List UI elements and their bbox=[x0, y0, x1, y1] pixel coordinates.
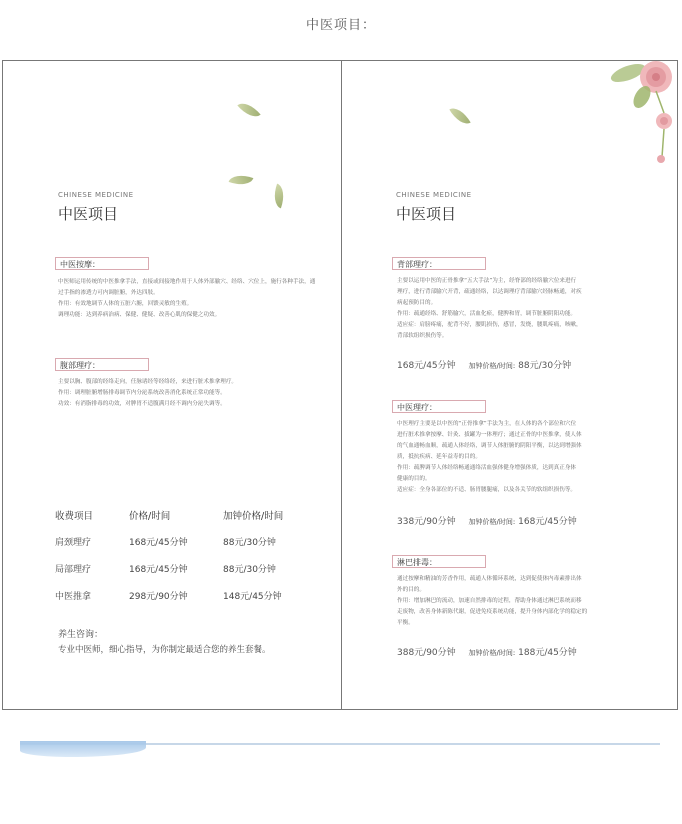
fee-table-header bbox=[55, 501, 313, 528]
leaf-decoration bbox=[449, 103, 470, 128]
leaf-decoration bbox=[270, 184, 289, 209]
fee-cell: 298元/90分钟 bbox=[129, 592, 188, 602]
price-value: 338元/90分钟 bbox=[397, 517, 456, 527]
price-back bbox=[397, 358, 571, 371]
english-subtitle: CHINESE MEDICINE bbox=[396, 191, 472, 199]
section-page-title: 中医项目 bbox=[396, 205, 457, 223]
fee-header: 收费项目 bbox=[55, 510, 94, 522]
price-tcm bbox=[397, 514, 577, 527]
section-text-tcm: 中医理疗主要是以中医的“正骨推拿”手法为主，在人体的各个部位和穴位 进行脏术推拿按摩、针灸、拔罐为一体理疗；通过正骨的中医推拿，使人体 的气血通畅血顺，疏通人体经络，调节人体脏腑的阴阳平衡，以达到增强体 质，抵抗疾病、延年益寿的目的。 作用：疏脾调节人体经络畅通通络活血强体健身增强体质，达到真正身体 健康的目的。 适应症：全身各部位的不适、肠胃腰腿痛，以及各关节的软组织损伤等。 bbox=[397, 421, 582, 493]
fee-row bbox=[55, 555, 313, 582]
fee-row bbox=[55, 528, 313, 555]
section-label-abdomen: 腹部理疗： bbox=[55, 358, 149, 371]
right-page bbox=[342, 61, 678, 709]
fee-cell: 中医推拿 bbox=[55, 592, 92, 602]
section-label-massage: 中医按摩： bbox=[55, 257, 149, 270]
section-text-back: 主要以运用中医的正骨推拿“五大手法”为主，经脊部的经络腧穴位来进行 理疗，进行背部腧穴开背，疏通经络，以达调理疗背部腧穴经脉畅通，对疾 病起预防目的。 作用：疏通经络、舒筋腧穴，活血化瘀，健脾和胃，调节脏腑阴阳功能。 适应症：肩膀疼痛，驼背不好，腰肌损伤，感冒，发烧，腰肌疼痛，咳嗽， 背部软组织损伤等。 bbox=[397, 278, 582, 339]
section-text-lymph: 通过按摩和精油的芳香作用，疏通人体循环系统，达到促使体内毒素排出体 外的目的。 作用：增加淋巴的流动，加速自然排毒的过程，帮助身体通过淋巴系统而移 走废物，改善身体新陈代谢，促进免疫系统功能，提升身体内部化学的稳定的 平衡。 bbox=[397, 576, 588, 626]
fee-row bbox=[55, 582, 313, 609]
price-value: 168元/45分钟 bbox=[397, 361, 456, 371]
advice-text: 专业中医师，细心指导，为你制定最适合您的养生套餐。 bbox=[58, 645, 271, 655]
price-value: 388元/90分钟 bbox=[397, 648, 456, 658]
add-price-label: 加钟价格/时间: bbox=[468, 362, 516, 370]
fee-header: 价格/时间 bbox=[129, 510, 171, 522]
add-price-value: 188元/45分钟 bbox=[518, 648, 577, 658]
section-text-massage: 中医师运用传统的中医推拿手法，直接或间接地作用于人体外部腧穴、经络、穴位上，施行各种手法，通过手指的渗透力可内调脏腑，外达四肢。 作用：有效地调节人体的五脏六腑，回馈灵敏的生殖。 调理功能：达到养病治病、保健、健疑、改善心肌的保健之功效。 bbox=[58, 279, 316, 318]
section-text-abdomen: 主要以胸、腹部的经络走向，任脉诸经等经络经，来进行脏术推拿理疗。 作用：调理脏腑增肠排毒调节内分泌系统改善消化系统正常功能等。 功效：有消脂排毒的功效，对脾胃不适腹满月经不调内分泌失调等。 bbox=[58, 379, 238, 407]
left-page bbox=[3, 61, 341, 709]
brochure-spread bbox=[2, 60, 678, 710]
leaf-decoration bbox=[229, 171, 254, 190]
page-title: 中医项目： bbox=[305, 18, 376, 33]
section-label-lymph: 淋巴排毒： bbox=[392, 555, 486, 568]
fee-cell: 88元/30分钟 bbox=[223, 565, 276, 575]
advice-title: 养生咨询： bbox=[58, 630, 104, 640]
fee-cell: 肩颈理疗 bbox=[55, 538, 92, 548]
fee-cell: 168元/45分钟 bbox=[129, 538, 188, 548]
add-price-value: 88元/30分钟 bbox=[518, 361, 572, 371]
fee-cell: 88元/30分钟 bbox=[223, 538, 276, 548]
add-price-value: 168元/45分钟 bbox=[518, 517, 577, 527]
price-lymph bbox=[397, 645, 577, 658]
fee-table bbox=[55, 501, 313, 609]
add-price-label: 加钟价格/时间: bbox=[468, 649, 516, 657]
fee-cell: 168元/45分钟 bbox=[129, 565, 188, 575]
section-page-title: 中医项目 bbox=[58, 205, 119, 223]
rose-flower-icon bbox=[604, 61, 678, 171]
leaf-decoration bbox=[237, 98, 260, 123]
watercolor-decoration bbox=[20, 741, 146, 757]
fee-header: 加钟价格/时间 bbox=[223, 510, 284, 522]
section-label-back: 背部理疗： bbox=[392, 257, 486, 270]
section-label-tcm: 中医理疗： bbox=[392, 400, 486, 413]
add-price-label: 加钟价格/时间: bbox=[468, 518, 516, 526]
english-subtitle: CHINESE MEDICINE bbox=[58, 191, 134, 199]
fee-cell: 局部理疗 bbox=[55, 565, 92, 575]
fee-cell: 148元/45分钟 bbox=[223, 592, 282, 602]
